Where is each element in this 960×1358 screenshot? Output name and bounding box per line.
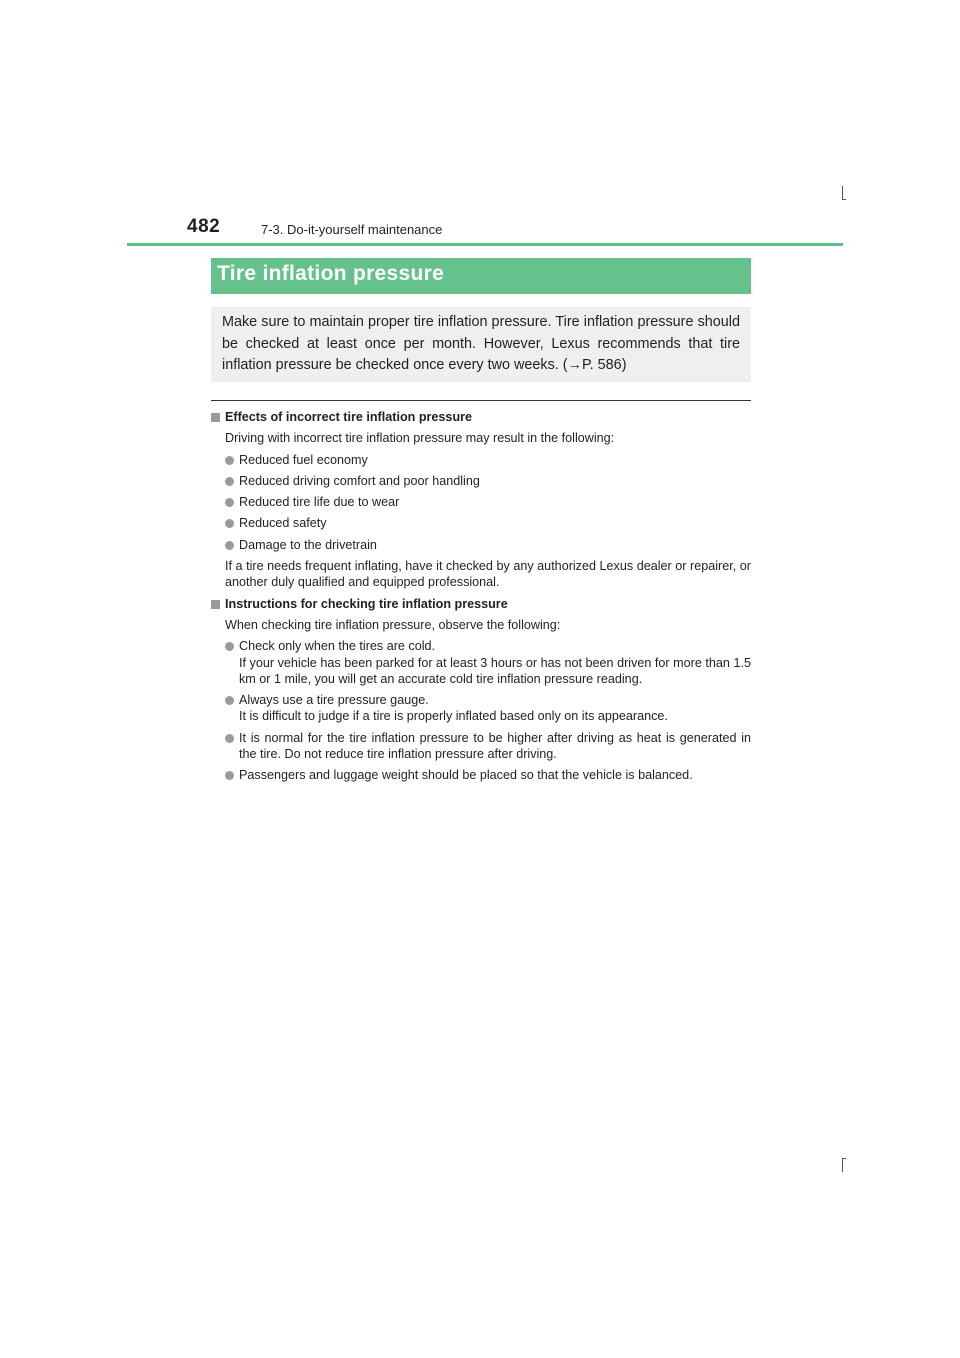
list-item (225, 515, 751, 531)
list-item-text: Damage to the drivetrain (239, 537, 377, 552)
page-title: Tire inflation pressure (217, 262, 445, 285)
circle-bullet-icon (225, 642, 234, 651)
circle-bullet-icon (225, 519, 234, 528)
circle-bullet-icon (225, 477, 234, 486)
section-heading-text: Effects of incorrect tire inflation pressure (225, 410, 473, 424)
list-item (225, 452, 751, 468)
list-item (225, 537, 751, 553)
section-heading (211, 596, 751, 612)
list-item-text (239, 692, 751, 725)
list-item (225, 767, 751, 783)
circle-bullet-icon (225, 734, 234, 743)
page-number: 482 (187, 216, 221, 237)
list-item-text (239, 638, 751, 687)
list-item-text: Reduced fuel economy (239, 452, 368, 467)
intro-box (211, 307, 751, 382)
list-item (225, 638, 751, 687)
list-item-main: Check only when the tires are cold. (239, 639, 436, 654)
circle-bullet-icon (225, 696, 234, 705)
section-heading (211, 409, 751, 425)
list-item-main: Always use a tire pressure gauge. (239, 693, 429, 708)
list-item (225, 494, 751, 510)
list-item (225, 730, 751, 763)
circle-bullet-icon (225, 498, 234, 507)
circle-bullet-icon (225, 456, 234, 465)
section-label: 7-3. Do-it-yourself maintenance (261, 222, 443, 237)
section-lead: Driving with incorrect tire inflation pressure may result in the following: (225, 431, 615, 446)
square-bullet-icon (211, 413, 220, 422)
content-rule (211, 400, 751, 401)
content (211, 409, 751, 789)
header-rule (127, 243, 843, 246)
list-item-text: Reduced tire life due to wear (239, 495, 400, 510)
circle-bullet-icon (225, 541, 234, 550)
list-item-detail: It is difficult to judge if a tire is properly inflated based only on its appearance. (239, 709, 668, 724)
circle-bullet-icon (225, 771, 234, 780)
list-item (225, 692, 751, 725)
intro-text: Make sure to maintain proper tire inflation pressure. Tire inflation pressure should be checked at least once per month. However, Lexus recommends that tire inflation pressure be checked once every two weeks. (→P. 586) (222, 314, 740, 373)
title-bar (211, 258, 751, 294)
section-note: If a tire needs frequent inflating, have it checked by any authorized Lexus dealer or repairer, or another duly qualified and equipped professional. (225, 559, 751, 590)
list-item-text: Reduced driving comfort and poor handling (239, 473, 480, 488)
list-item-detail: If your vehicle has been parked for at least 3 hours or has not been driven for more than 1.5 km or 1 mile, you will get an accurate cold tire inflation pressure reading. (239, 655, 751, 686)
list-item-text: Reduced safety (239, 516, 327, 531)
list-item-text: It is normal for the tire inflation pressure to be higher after driving as heat is generated in the tire. Do not reduce tire inflation pressure after driving. (239, 730, 751, 762)
list-item-text: Passengers and luggage weight should be placed so that the vehicle is balanced. (239, 768, 693, 783)
crop-mark-bottom (842, 1158, 843, 1172)
section-heading-text: Instructions for checking tire inflation pressure (225, 596, 508, 611)
section-lead: When checking tire inflation pressure, observe the following: (225, 617, 561, 632)
square-bullet-icon (211, 600, 220, 609)
list-item (225, 473, 751, 489)
crop-mark-top (842, 186, 843, 200)
